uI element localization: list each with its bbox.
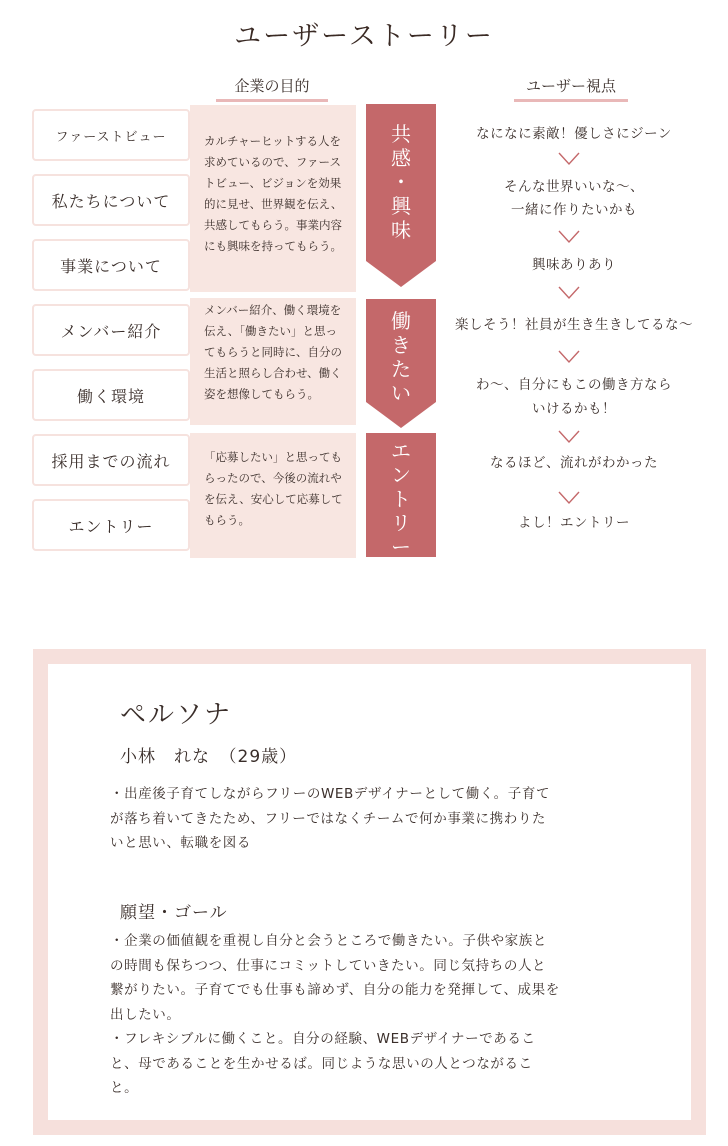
page-box-environment: 働く環境 [32, 369, 190, 421]
purpose-panel-empathy: カルチャーヒットする人を求めているので、ファーストビュー、ビジョンを効果的に見せ、世界観を伝え、共感してもらう。事業内容にも興味を持ってもらう。 [190, 105, 356, 292]
stage-entry-bar [366, 433, 436, 557]
persona-goal-title: 願望・ゴール [120, 903, 228, 923]
user-line-6: なるほど、流れがわかった [490, 455, 658, 471]
purpose-header-label: 企業の目的 [234, 77, 310, 95]
stage-work-arrow [366, 402, 436, 428]
page-box-members: メンバー紹介 [32, 304, 190, 356]
stage-label-char: 興 [391, 194, 411, 218]
user-line-1: なになに素敵！優しさにジーン [476, 126, 672, 142]
stage-label-char: た [391, 357, 411, 381]
page-box-business: 事業について [32, 239, 190, 291]
persona-goal-text-2: ・フレキシブルに働くこと。自分の経験、WEBデザイナーであること、母であることを生かせるば。同じような思いの人とつながること。 [110, 1031, 536, 1096]
user-line-3: 興味ありあり [532, 257, 616, 273]
stage-label-char: 味 [391, 218, 411, 242]
stage-work-bar [366, 299, 436, 405]
stage-empathy [366, 104, 436, 287]
stage-label-char: い [391, 381, 411, 405]
purpose-panel-work: メンバー紹介、働く環境を伝え、「働きたい」と思ってもらうと同時に、自分の生活と照らし合わせ、働く姿を想像してもらう。 [190, 298, 356, 425]
stage-empathy-arrow [366, 261, 436, 287]
purpose-column-header [216, 75, 328, 102]
stage-empathy-bar [366, 104, 436, 261]
stage-empathy-label [391, 122, 411, 242]
chevron-down-icon [558, 430, 580, 444]
user-line-2b: 一緒に作りたいかも [511, 202, 637, 218]
purpose-header-underline [216, 99, 328, 102]
stage-label-char: ・ [391, 170, 411, 194]
stage-label-char: エ [391, 439, 411, 463]
chevron-down-icon [558, 152, 580, 166]
persona-name: 小林 れな （29歳） [120, 747, 298, 767]
persona-goal-text-1: ・企業の価値観を重視し自分と会うところで働きたい。子供や家族との時間も保ちつつ、仕事にコミットしていきたい。同じ気持ちの人と繋がりたい。子育てでも仕事も諦めず、自分の能力を発揮して、成果を出したい。 [110, 933, 560, 1023]
page-title: ユーザーストーリー [234, 21, 494, 52]
chevron-down-icon [558, 286, 580, 300]
page-box-recruit-flow: 採用までの流れ [32, 434, 190, 486]
page-box-entry: エントリー [32, 499, 190, 551]
stage-label-char: き [391, 333, 411, 357]
persona-profile: ・出産後子育てしながらフリーのWEBデザイナーとして働く。子育てが落ち着いてきたため、フリーではなくチームで何か事業に携わりたいと思い、転職を図る [110, 786, 551, 851]
stage-entry [366, 433, 436, 557]
stage-label-char: ン [391, 463, 411, 487]
user-line-4: 楽しそう！社員が生き生きしてるな〜 [455, 317, 693, 333]
chevron-down-icon [558, 230, 580, 244]
chevron-down-icon [558, 350, 580, 364]
stage-label-char: 働 [391, 309, 411, 333]
stage-label-char: 共 [391, 122, 411, 146]
purpose-panel-entry: 「応募したい」と思ってもらったので、今後の流れやを伝え、安心して応募してもらう。 [190, 433, 356, 558]
persona-card-inner [48, 664, 691, 1120]
persona-card [33, 649, 706, 1135]
user-header-underline [514, 99, 628, 102]
user-line-5b: いけるかも！ [532, 401, 616, 417]
user-column-header [514, 75, 628, 102]
stage-label-char: 感 [391, 146, 411, 170]
user-line-5a: わ〜、自分にもこの働き方なら [476, 377, 672, 393]
stage-want-to-work [366, 299, 436, 428]
stage-label-char: ト [391, 487, 411, 511]
user-line-7: よし！エントリー [518, 515, 630, 531]
stage-label-char: ー [391, 535, 411, 559]
chevron-down-icon [558, 491, 580, 505]
page-box-first-view: ファーストビュー [32, 109, 190, 161]
stage-label-char: リ [391, 511, 411, 535]
stage-work-label [391, 309, 411, 405]
user-header-label: ユーザー視点 [525, 77, 616, 95]
persona-title: ペルソナ [120, 700, 233, 730]
stage-entry-label [391, 439, 411, 559]
user-line-2a: そんな世界いいな〜、 [504, 179, 644, 195]
page-box-about-us: 私たちについて [32, 174, 190, 226]
